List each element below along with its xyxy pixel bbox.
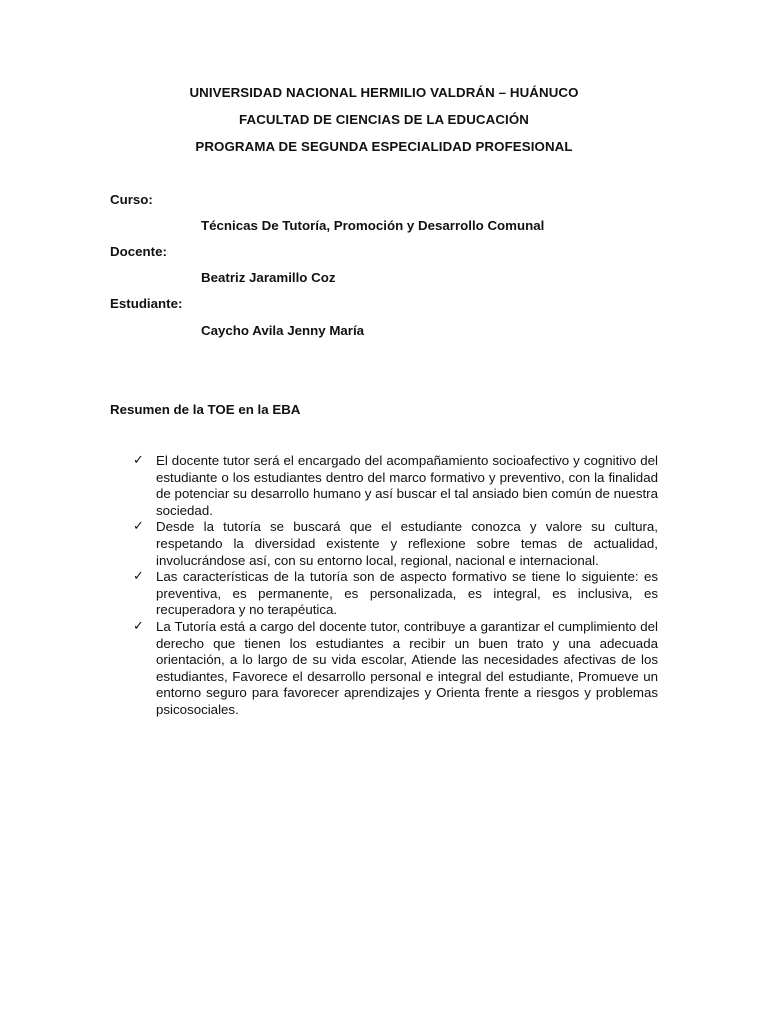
list-item-text: El docente tutor será el encargado del acompañamiento socioafectivo y cognitivo del estudiante o los estudiantes dentro del marco formativo y preventivo, con la finalidad de potenciar su desarrollo humano y así buscar el tal ansiado bien común de nuestra sociedad. [156, 453, 658, 518]
summary-list [132, 453, 658, 719]
checkmark-icon: ✓ [133, 618, 144, 634]
course-label: Curso: [110, 192, 153, 207]
list-item-text: La Tutoría está a cargo del docente tutor, contribuye a garantizar el cumplimiento del derecho que tienen los estudiantes a recibir un buen trato y una adecuada orientación, a lo largo de su vida escolar, Atiende las necesidades afectivas de los estudiantes, Favorece el desarrollo personal e integral del estudiante, Promueve un entorno seguro para favorecer aprendizajes y Orienta frente a riesgos y problemas psicosociales. [156, 618, 658, 717]
program-name: PROGRAMA DE SEGUNDA ESPECIALIDAD PROFESIONAL [195, 139, 573, 154]
faculty-name: FACULTAD DE CIENCIAS DE LA EDUCACIÓN [239, 112, 529, 127]
teacher-label: Docente: [110, 244, 167, 259]
teacher-value: Beatriz Jaramillo Coz [201, 270, 336, 285]
checkmark-icon: ✓ [133, 569, 144, 585]
list-item-text: Desde la tutoría se buscará que el estudiante conozca y valore su cultura, respetando la diversidad existente y reflexione sobre temas de actualidad, involucrándose así, con su entorno local, regional, nacional e internacional. [156, 519, 658, 568]
student-label: Estudiante: [110, 296, 183, 311]
checkmark-icon: ✓ [133, 453, 144, 468]
checkmark-icon: ✓ [133, 519, 144, 535]
list-item [132, 453, 658, 519]
course-value: Técnicas De Tutoría, Promoción y Desarrollo Comunal [201, 218, 545, 233]
university-name: UNIVERSIDAD NACIONAL HERMILIO VALDRÁN – HUÁNUCO [189, 85, 579, 100]
list-item [132, 619, 658, 719]
list-item [132, 569, 658, 619]
list-item-text: Las características de la tutoría son de aspecto formativo se tiene lo siguiente: es preventiva, es permanente, es personalizada, es integral, es inclusiva, es recuperadora y no terapéutica. [156, 569, 658, 618]
student-value: Caycho Avila Jenny María [201, 323, 365, 338]
list-item [132, 519, 658, 569]
summary-title: Resumen de la TOE en la EBA [110, 402, 301, 417]
